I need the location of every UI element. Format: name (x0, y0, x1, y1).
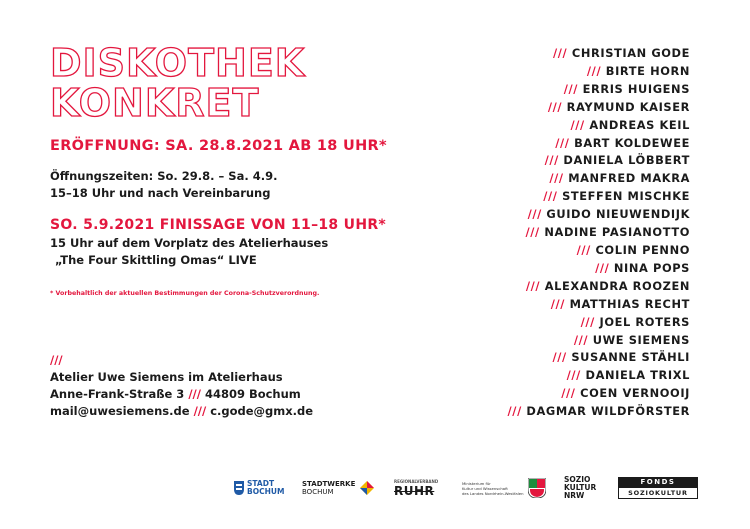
nrw-label: NRW (564, 491, 585, 500)
logo-rvr-ruhr (394, 470, 452, 506)
stadtwerke-mark-icon (359, 480, 375, 496)
logo-stadt-bochum (234, 470, 286, 506)
sozio-label: SOZIO (564, 475, 591, 484)
artist-slashes: /// (573, 332, 589, 347)
artist-slashes: /// (525, 278, 541, 293)
artist-slashes: /// (552, 350, 567, 365)
artist-item (508, 332, 690, 350)
live-event (50, 235, 328, 269)
bochum-label: BOCHUM (247, 487, 285, 496)
fonds-label: FONDS (618, 477, 698, 487)
artist-slashes: /// (566, 368, 581, 383)
artist-slashes: /// (549, 171, 564, 186)
logo-stadtwerke-bochum (302, 470, 382, 506)
artist-name: DAGMAR WILDFÖRSTER (526, 404, 690, 419)
rvr-small-label: REGIONALVERBAND (394, 478, 439, 484)
opening-date: ERÖFFNUNG: SA. 28.8.2021 AB 18 UHR* (50, 138, 387, 154)
artist-slashes: /// (507, 404, 522, 419)
artist-slashes: /// (553, 46, 568, 60)
opening-hours-line-1: Öffnungszeiten: So. 29.8. – Sa. 4.9. (50, 169, 278, 183)
artist-slashes: /// (595, 260, 610, 275)
separator: /// (193, 404, 207, 418)
artist-name: MANFRED MAKRA (568, 171, 690, 186)
artist-slashes: /// (561, 386, 576, 401)
artist-slashes: /// (543, 189, 558, 204)
opening-hours (50, 168, 277, 202)
soziokultur-label: SOZIOKULTUR (618, 487, 698, 499)
ministerium-line-2: Kultur und Wissenschaft (462, 485, 508, 491)
sponsor-logos (234, 470, 704, 506)
artist-item (508, 349, 690, 367)
logo-soziokultur-nrw (564, 470, 608, 506)
logo-fonds-soziokultur (618, 470, 698, 506)
live-event-line-2: „The Four Skittling Omas“ LIVE (55, 253, 257, 267)
artist-name: GUIDO NIEUWENDIJK (546, 207, 690, 222)
artist-slashes: /// (580, 314, 595, 329)
artist-item (508, 63, 690, 81)
artist-slashes: /// (550, 296, 565, 311)
artist-name: SUSANNE STÄHLI (571, 350, 690, 365)
email-1[interactable]: mail@uwesiemens.de (50, 404, 190, 418)
artist-name: ALEXANDRA ROOZEN (544, 278, 690, 293)
nrw-crest-icon (528, 478, 546, 498)
artist-item (508, 135, 690, 153)
artist-item (508, 224, 690, 242)
artist-name: RAYMUND KAISER (566, 99, 690, 114)
address-line-3 (50, 403, 313, 420)
title-line-1: DISKOTHEK (50, 41, 306, 85)
artist-name: STEFFEN MISCHKE (562, 189, 690, 204)
logo-ministerium-nrw (462, 470, 552, 506)
city: 44809 Bochum (204, 387, 301, 401)
street: Anne-Frank-Straße 3 (50, 387, 185, 401)
artist-slashes: /// (547, 99, 563, 114)
artist-name: DANIELA LÖBBERT (563, 153, 690, 168)
artist-item (508, 385, 690, 403)
artist-slashes: /// (527, 207, 542, 222)
bochum-crest-icon (234, 481, 244, 495)
address-line-1: Atelier Uwe Siemens im Atelierhaus (50, 370, 283, 384)
corona-disclaimer: * Vorbehaltlich der aktuellen Bestimmungen der Corona-Schutzverordnung. (50, 290, 320, 297)
address-line-2 (50, 386, 313, 403)
artist-name: BART KOLDEWEE (574, 135, 690, 150)
finissage-date: SO. 5.9.2021 FINISSAGE VON 11–18 UHR* (50, 217, 387, 233)
artist-name: ANDREAS KEIL (589, 117, 690, 132)
artist-name: JOEL ROTERS (599, 314, 690, 329)
artist-item (508, 188, 690, 206)
artist-name: NADINE PASIANOTTO (544, 225, 690, 240)
artist-item (508, 367, 690, 385)
artist-item (508, 206, 690, 224)
artist-slashes: /// (544, 153, 559, 168)
artist-name: NINA POPS (613, 260, 690, 275)
artist-item (508, 260, 690, 278)
live-event-line-1: 15 Uhr auf dem Vorplatz des Atelierhauses (50, 236, 329, 250)
artist-name: MATTHIAS RECHT (569, 296, 690, 311)
artist-slashes: /// (576, 242, 591, 257)
artist-slashes: /// (555, 135, 570, 150)
artist-item (508, 314, 690, 332)
artist-item (508, 81, 690, 99)
separator: /// (188, 387, 201, 401)
artist-item (508, 117, 690, 135)
artist-name: COLIN PENNO (595, 242, 690, 257)
opening-hours-line-2: 15–18 Uhr und nach Vereinbarung (50, 186, 271, 200)
ruhr-label: RUHR (394, 483, 435, 498)
ministerium-line-1: Ministerium für (462, 480, 491, 486)
artist-name: ERRIS HUIGENS (582, 81, 690, 96)
artist-slashes: /// (525, 225, 540, 240)
address-slashes: /// (50, 353, 63, 367)
artist-slashes: /// (563, 81, 578, 96)
artist-name: COEN VERNOOIJ (580, 386, 690, 401)
email-2[interactable]: c.gode@gmx.de (210, 404, 314, 418)
kultur-label: KULTUR (564, 483, 597, 492)
stadtwerke-city: BOCHUM (302, 488, 334, 496)
artist-name: CHRISTIAN GODE (571, 46, 690, 60)
artist-item (508, 242, 690, 260)
artist-list (508, 45, 690, 421)
artist-name: UWE SIEMENS (592, 332, 690, 347)
artist-item (508, 152, 690, 170)
artist-slashes: /// (586, 63, 602, 78)
artist-item (508, 403, 690, 421)
artist-item (508, 296, 690, 314)
title-line-2: KONKRET (50, 81, 260, 122)
artist-item (508, 45, 690, 63)
artist-name: BIRTE HORN (605, 63, 690, 78)
artist-item (508, 278, 690, 296)
exhibition-title (50, 40, 310, 122)
artist-item (508, 99, 690, 117)
artist-item (508, 170, 690, 188)
ministerium-line-3: des Landes Nordrhein-Westfalen (462, 490, 524, 496)
artist-slashes: /// (570, 117, 585, 132)
address-block (50, 352, 313, 420)
artist-name: DANIELA TRIXL (585, 368, 690, 383)
stadtwerke-label: STADTWERKE (302, 480, 356, 488)
stadt-label: STADT (247, 479, 275, 488)
